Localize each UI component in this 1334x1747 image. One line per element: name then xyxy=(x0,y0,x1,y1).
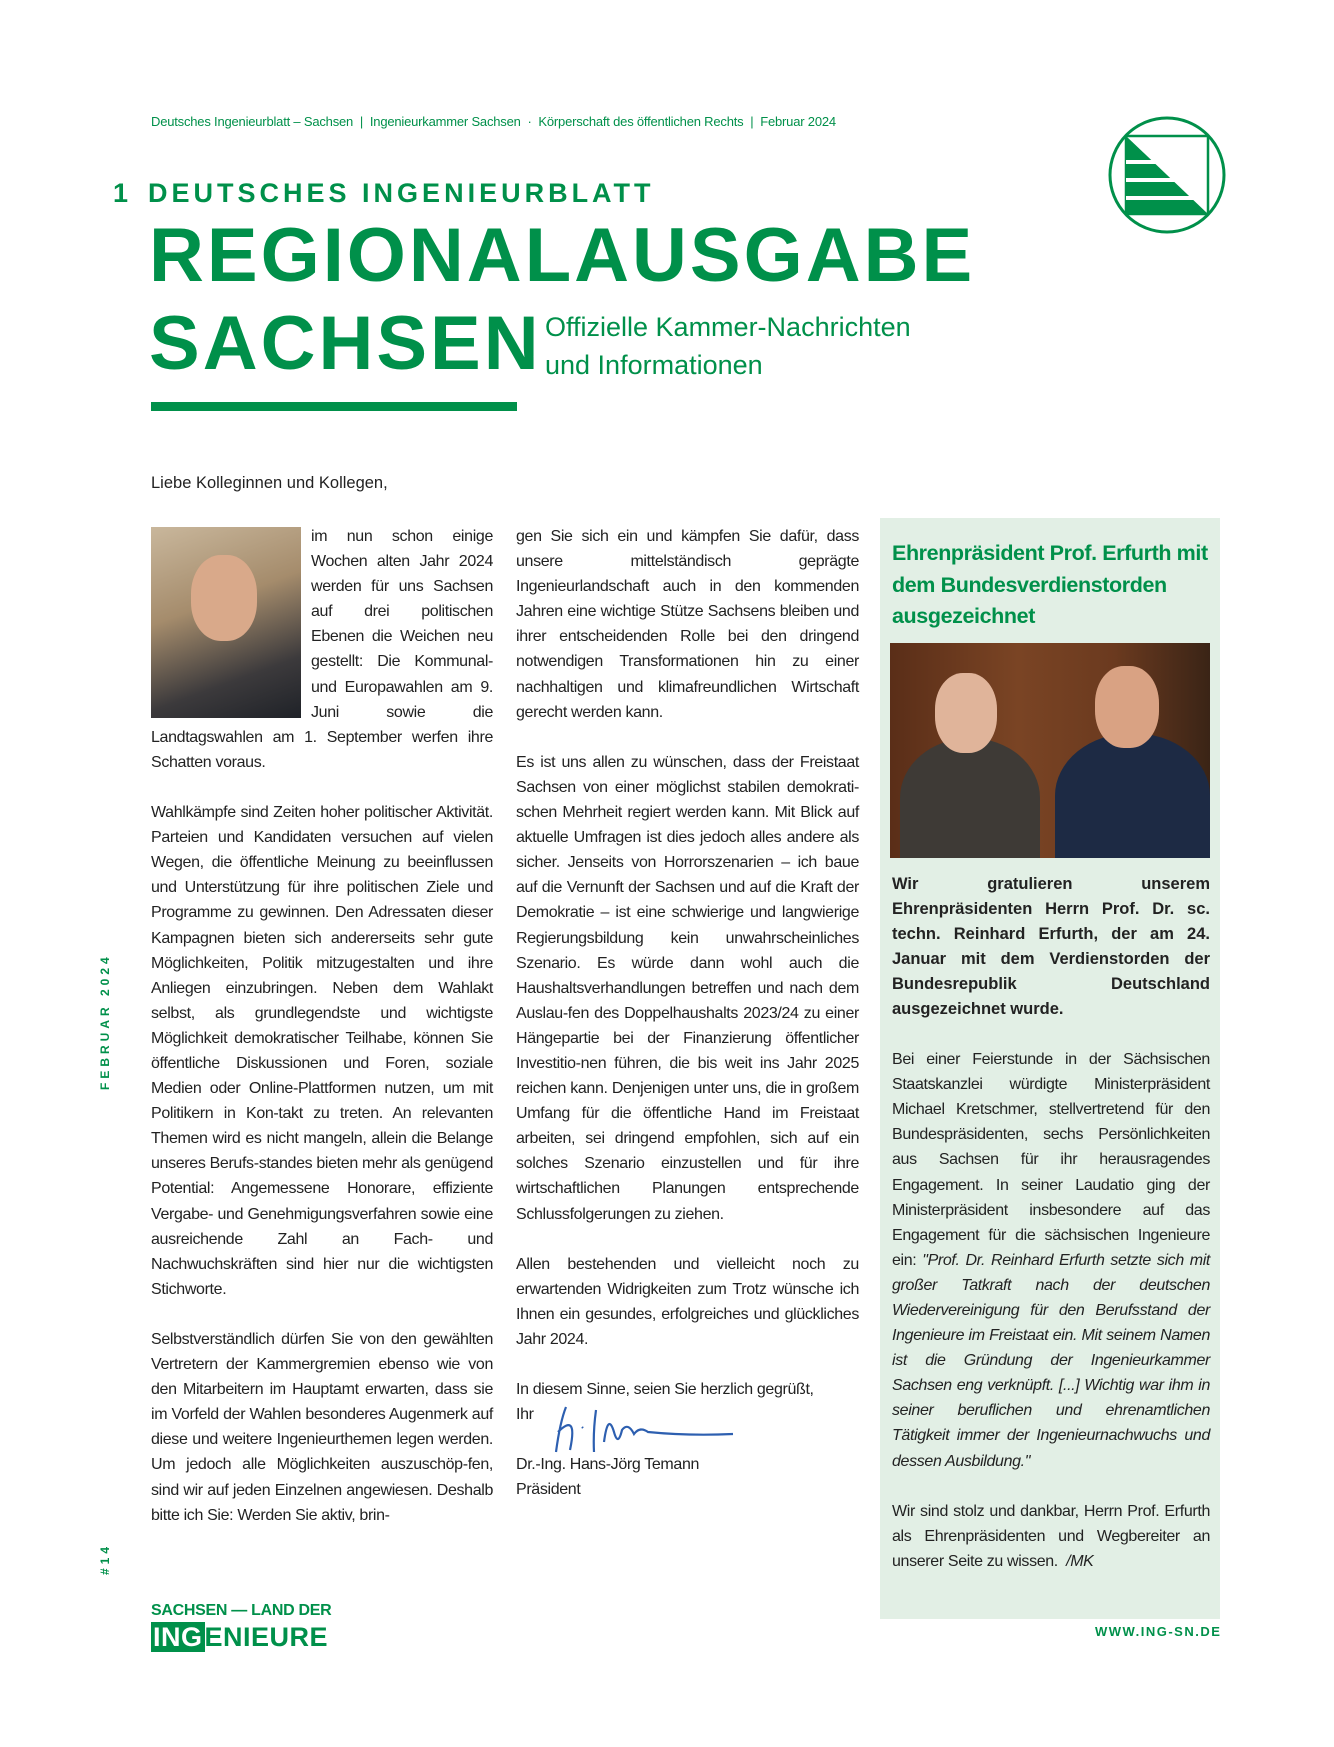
news-sidebar xyxy=(880,518,1220,1619)
subtitle-line2: und Informationen xyxy=(545,350,763,380)
sidebar-lead: Wir gratulieren unserem Ehrenpräsidenten Herrn Prof. Dr. sc. techn. Reinhard Erfurth, der am 24. Januar mit dem Verdienstorden der Bundesrepublik Deutschland ausgezeichnet wurde. xyxy=(892,874,1210,1018)
paragraph: Allen bestehenden und vielleicht noch zu erwartenden Widrigkeiten zum Trotz wünsche ich Ihnen ein gesundes, erfolgreiches und glückliches Jahr 2024. xyxy=(516,1255,859,1348)
footer-logo xyxy=(151,1602,331,1653)
award-photo xyxy=(890,643,1210,858)
subtitle-line1: Offizielle Kammer-Nachrichten xyxy=(545,312,911,342)
page-number: #14 xyxy=(98,1542,112,1575)
paragraph: In diesem Sinne, seien Sie herzlich gegrüßt, xyxy=(516,1381,814,1399)
author-initials: /MK xyxy=(1066,1552,1094,1570)
signer-name: Dr.-Ing. Hans-Jörg Temann xyxy=(516,1456,700,1474)
footer-logo-rest: ENIEURE xyxy=(204,1622,329,1652)
letter-column-2 xyxy=(516,524,859,1502)
paragraph: im nun schon einige Wochen alten Jahr 2024 werden für uns Sachsen auf drei politischen Ebenen die Weichen neu gestellt: Die Kommunal- und Europawahlen am 9. Juni sowie die Landtagswahlen am 1. September werfen ihre Schatten voraus. xyxy=(151,528,493,771)
sidebar-text: Wir sind stolz und dankbar, Herrn Prof. Erfurth als Ehrenpräsidenten und Wegbereiter an unserer Seite zu wissen. xyxy=(892,1502,1210,1570)
sidebar-title: Ehrenpräsident Prof. Erfurth mit dem Bundesverdienstorden ausgezeichnet xyxy=(892,541,1208,628)
page-title-line2: SACHSEN xyxy=(149,301,542,386)
paragraph: Wahlkämpfe sind Zeiten hoher politischer Aktivität. Parteien und Kandidaten versuchen auf vielen Wegen, die öffentliche Meinung zu beeinflussen und Unterstützung für ihre politischen Ziele und Programme zu gewinnen. Den Adressaten dieser Kampagnen bieten sich andererseits sehr gute Möglichkeiten, Politik mitzugestalten und ihre Anliegen einzubringen. Neben dem Wahlakt selbst, als grundlegendste und wichtigste Möglichkeit demokratischer Teilhabe, können Sie öffentliche Diskussionen und Foren, soziale Medien oder Online-Plattformen nutzen, um mit Politikern in Kon-takt zu treten. An relevanten Themen wird es nicht mangeln, allein die Belange unseres Berufs-standes bieten mehr als genügend Potential: Angemessene Honorare, effiziente Vergabe- und Genehmigungsverfahren sowie eine ausreichende Zahl an Fach- und Nachwuchskräften sind hier nur die wichtigsten Stichworte. xyxy=(151,804,493,1298)
title-underline xyxy=(151,402,517,411)
letter-column-1 xyxy=(151,524,493,1553)
closing: Ihr xyxy=(516,1406,534,1424)
website-link[interactable]: WWW.ING-SN.DE xyxy=(1095,1624,1222,1639)
footer-logo-line1: SACHSEN — LAND DER xyxy=(151,1602,332,1619)
paragraph: Es ist uns allen zu wünschen, dass der Freistaat Sachsen von einer möglichst stabilen demokrati-schen Mehrheit regiert werden kann. Mit Blick auf aktuelle Umfragen ist dies jedoch alles andere als sicher. Jenseits von Horrorszenarien – ich baue auf die Vernunft der Sachsen und auf die Kraft der Demokratie – ist eine schwierige und langwierige Regierungsbildung kein unwahrscheinliches Szenario. Es würde dann wohl auch die Haushaltsverhandlungen betreffen und nach dem Auslau-fen des Doppelhaushalts 2023/24 zu einer Hängepartie bei der Finanzierung öffentlicher Investitio-nen führen, die bis weit ins Jahr 2025 reichen kann. Denjenigen unter uns, die in großem Umfang für die öffentliche Hand im Freistaat arbeiten, sei dringend empfohlen, sich auf ein solches Szenario einzustellen und für ihre wirtschaftlichen Planungen entsprechende Schlussfolgerungen zu ziehen. xyxy=(516,753,859,1223)
laudatio-quote: "Prof. Dr. Reinhard Erfurth setzte sich mit großer Tatkraft nach der deutschen Wiedervereinigung für den Berufsstand der Ingenieure im Freistaat ein. Mit seinem Namen ist die Gründung der Ingenieurkammer Sachsen eng verknüpft. [...] Wichtig war ihm in seiner beruflichen und ehrenamtlichen Tätigkeit immer der Ingenieurnachwuchs und dessen Ausbildung." xyxy=(892,1251,1210,1470)
page-title-line1: REGIONALAUSGABE xyxy=(149,213,976,298)
sidebar-body xyxy=(892,1047,1210,1599)
signer-title: Präsident xyxy=(516,1481,581,1499)
footer-logo-ing: ING xyxy=(153,1622,203,1652)
page-subtitle xyxy=(545,308,911,384)
author-portrait xyxy=(151,527,301,718)
margin-date: FEBRUAR 2024 xyxy=(98,953,112,1090)
ingenieurkammer-logo xyxy=(1108,116,1226,234)
sidebar-text: Bei einer Feierstunde in der Sächsischen Staatskanzlei würdigte Ministerpräsident Michael Kretschmer, stellvertretend für den Bundespräsidenten, sechs Persönlichkeiten aus Sachsen für ihr herausragendes Engagement. In seiner Laudatio ging der Ministerpräsident insbesondere auf das Engagement für die sächsischen Ingenieure ein: xyxy=(892,1051,1210,1269)
paragraph: gen Sie sich ein und kämpfen Sie dafür, dass unsere mittelständisch geprägte Ingenieurlandschaft auch in den kommenden Jahren eine wichtige Stütze Sachsens bleiben und ihrer entscheidenden Rolle bei den dringend notwendigen Transformationen hin zu einer nachhaltigen und klimafreundlichen Wirtschaft gerecht werden kann. xyxy=(516,528,859,721)
paragraph: Selbstverständlich dürfen Sie von den gewählten Vertretern der Kammergremien ebenso wie von den Mitarbeitern im Hauptamt erwarten, dass sie im Vorfeld der Wahlen besonderes Augenmerk auf diese und weitere Ingenieurthemen legen werden. Um jedoch alle Möglichkeiten auszuschöp-fen, sind wir auf jeden Einzelnen angewiesen. Deshalb bitte ich Sie: Werden Sie aktiv, brin- xyxy=(151,1331,493,1524)
header-topline: Deutsches Ingenieurblatt – Sachsen | Ingenieurkammer Sachsen · Körperschaft des öffentlichen Rechts | Februar 2024 xyxy=(151,114,836,129)
signature xyxy=(548,1402,738,1457)
issue-number: 1 xyxy=(113,178,133,208)
salutation: Liebe Kolleginnen und Kollegen, xyxy=(151,474,388,492)
kicker-text: DEUTSCHES INGENIEURBLATT xyxy=(148,178,655,208)
kicker xyxy=(113,178,655,209)
